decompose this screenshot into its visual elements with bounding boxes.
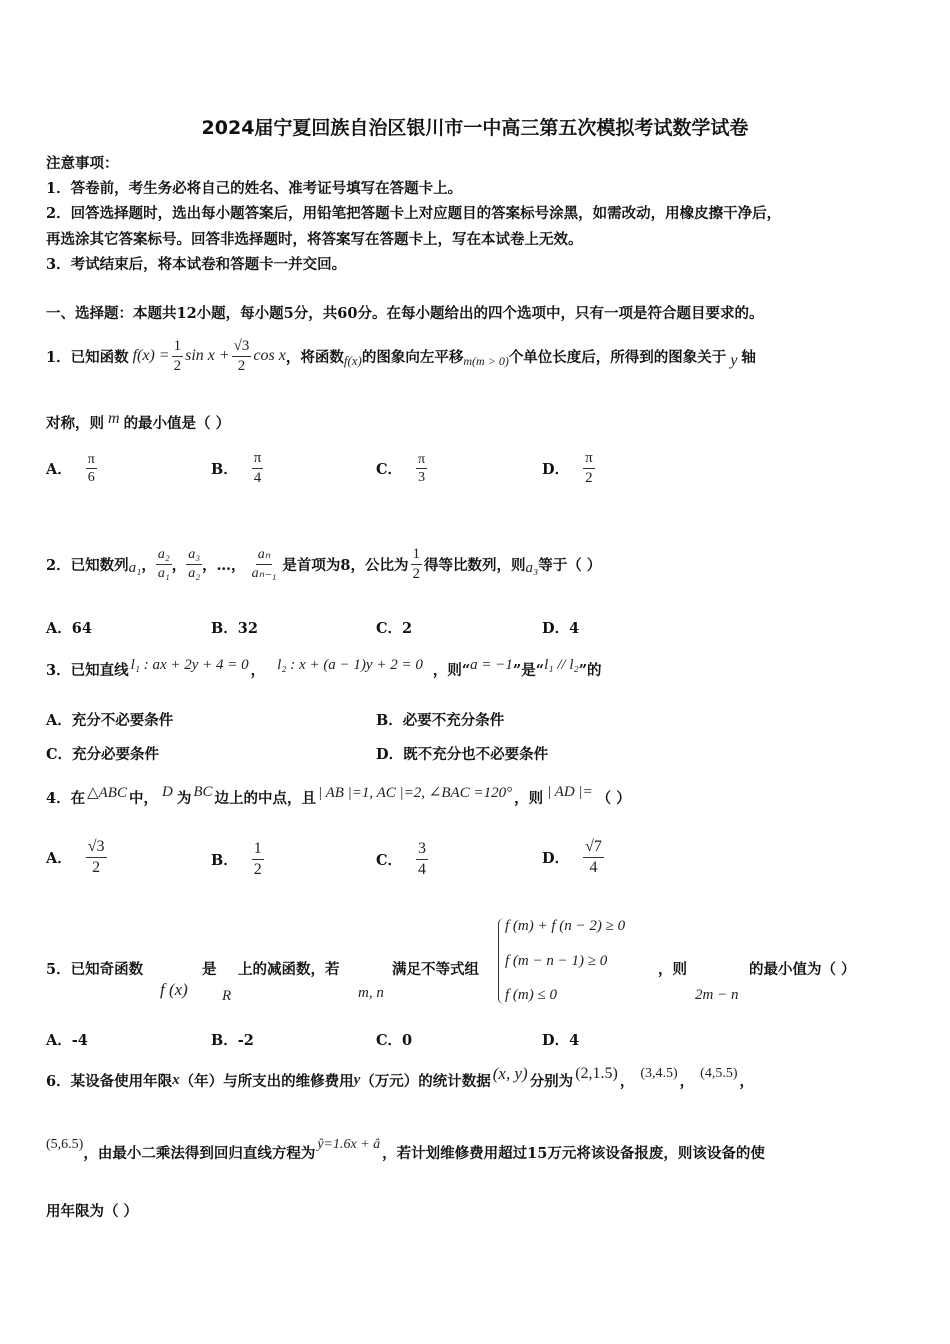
q3-text-4: ”的	[578, 661, 602, 679]
q2-text-4: 等于（ ）	[538, 556, 602, 574]
q2-dots: ，…，	[202, 556, 246, 574]
q3-condition: a = −1	[470, 656, 513, 673]
notes-heading: 注意事项：	[46, 155, 119, 172]
q4-option-a-label: A．	[46, 849, 72, 867]
q3-parallel: l₁ // l₂	[544, 656, 579, 673]
q4-option-d-value: $\frac{√7}{4}$	[585, 838, 602, 876]
q5-option-a[interactable]: A．-4	[46, 1032, 88, 1049]
q6-comma-3: ，	[739, 1072, 754, 1090]
q5-ineq-3: f (m) ≤ 0	[505, 987, 557, 1003]
notes-item-2a: 2．回答选择题时，选出每小题答案后，用铅笔把答题卡上对应题目的答案标号涂黑，如需改动，用橡皮擦干净后，	[46, 205, 782, 222]
q1-m: m(m > 0)	[463, 353, 509, 368]
q6-line-2	[46, 1134, 765, 1170]
q2-text-3: 得等比数列，则	[424, 556, 526, 574]
question-2	[46, 534, 601, 594]
q1-option-d[interactable]	[542, 450, 595, 486]
q3-line-l2: l₂ : x + (a − 1)y + 2 = 0	[277, 656, 423, 673]
q4-triangle: △ABC	[87, 784, 127, 801]
q2-frac-a2a1: $\frac{\text{a₂}}{\text{a₁}}$	[157, 547, 170, 581]
q3-line-l1: l₁ : ax + 2y + 4 = 0	[130, 656, 249, 673]
q5-ineq-1: f (m) + f (n − 2) ≥ 0	[505, 918, 626, 934]
q5-text-5: ，则	[658, 961, 687, 978]
q6-text-6: ，若计划维修费用超过15万元将该设备报废，则该设备的使	[382, 1144, 765, 1162]
q4-option-c-label: C．	[376, 851, 403, 869]
q3-option-c[interactable]: C．充分必要条件	[46, 746, 160, 763]
q6-point-4: (5,6.5)	[46, 1137, 84, 1152]
q3-option-a[interactable]: A．充分不必要条件	[46, 712, 174, 729]
q4-option-b-value: $\frac{1}{2}$	[253, 840, 262, 878]
q3-comma: ，	[250, 661, 266, 679]
q5-option-d[interactable]: D．4	[542, 1032, 580, 1049]
q5-text-4: 满足不等式组	[392, 961, 479, 978]
q4-option-b-label: B．	[211, 851, 238, 869]
q5-r: R	[222, 988, 232, 1004]
q4-condition: | AB |=1, AC |=2, ∠BAC =120°	[317, 784, 513, 801]
q4-text-4: 边上的中点，且	[214, 789, 316, 807]
q1-option-c[interactable]	[376, 452, 427, 486]
q6-point-3: (4,5.5)	[700, 1066, 738, 1081]
q1-fx: f(x) =	[132, 347, 170, 364]
q1-option-b[interactable]	[211, 450, 263, 486]
q4-option-b[interactable]	[211, 840, 264, 878]
q6-x: x	[172, 1071, 180, 1088]
q1-option-b-label: B．	[211, 460, 238, 478]
section-heading: 一、选择题：本题共12小题，每小题5分，共60分。在每小题给出的四个选项中，只有一项是符合题目要求的。	[46, 305, 764, 322]
q4-segment-bc: BC	[193, 783, 213, 800]
q1-text-3: 的图象向左平移	[361, 348, 464, 366]
q5-fx: f (x)	[160, 980, 188, 999]
q1-sin: sin x +	[185, 347, 230, 364]
q4-option-d-label: D．	[542, 849, 570, 867]
q5-option-c[interactable]: C．0	[376, 1032, 413, 1049]
q5-option-b[interactable]: B．-2	[211, 1032, 254, 1049]
q1-option-b-value: $\frac{\pi}{4}$	[253, 450, 262, 486]
q6-regression-eq: ŷ=1.6x + â	[317, 1137, 381, 1152]
q3-text-2: ，则“	[432, 661, 471, 679]
q6-comma-2: ，	[679, 1072, 695, 1090]
q6-number: 6．某设备使用年限	[46, 1072, 173, 1090]
q2-option-c[interactable]: C．2	[376, 620, 413, 637]
q2-option-d[interactable]: D．4	[542, 620, 580, 637]
q5-text-2: 是	[202, 961, 217, 978]
q6-line-3: 用年限为（ ）	[46, 1203, 139, 1220]
q4-text-3: 为	[176, 789, 192, 807]
q3-option-b[interactable]: B．必要不充分条件	[376, 712, 505, 729]
q6-text-4: 分别为	[529, 1072, 574, 1090]
q5-inequality-system	[498, 918, 625, 1004]
q4-text-6: （ ）	[596, 789, 631, 807]
q5-ineq-2: f (m − n − 1) ≥ 0	[505, 952, 608, 969]
q6-y: y	[353, 1071, 361, 1088]
q4-point-d: D	[161, 783, 173, 800]
q1-text-4: 个单位长度后，所得到的图象关于	[508, 348, 727, 366]
q3-option-d[interactable]: D．既不充分也不必要条件	[376, 746, 549, 763]
q1-option-a-value: $\frac{\pi}{6}$	[87, 452, 95, 486]
q4-ad: | AD |=	[547, 783, 593, 800]
q3-number: 3．已知直线	[46, 661, 129, 679]
question-6	[46, 1062, 754, 1098]
q1-option-c-value: $\frac{\pi}{3}$	[418, 452, 426, 486]
q1-option-d-label: D．	[542, 460, 570, 478]
notes-item-1: 1．答卷前，考生务必将自己的姓名、准考证号填写在答题卡上。	[46, 180, 463, 197]
q1-y: y	[730, 352, 738, 369]
question-4	[46, 780, 631, 814]
q1-fx2: f(x)	[343, 353, 362, 368]
q2-a3: a₃	[525, 559, 539, 576]
q5-text-1: 5．已知奇函数	[46, 961, 144, 978]
q6-comma-1: ，	[619, 1072, 635, 1090]
q2-frac-a3a2: $\frac{\text{a₃}}{\text{a₂}}$	[188, 547, 201, 581]
question-1	[46, 333, 756, 379]
question-3	[46, 652, 602, 686]
q6-point-1: (2,1.5)	[575, 1065, 618, 1082]
q1-text-5: 轴	[741, 348, 756, 366]
q4-option-c[interactable]	[376, 840, 428, 878]
q4-option-a[interactable]	[46, 838, 107, 876]
q3-text-3: ”是“	[512, 661, 545, 679]
q2-comma-2: ，	[171, 556, 187, 574]
page-title: 2024届宁夏回族自治区银川市一中高三第五次模拟考试数学试卷	[201, 117, 749, 139]
q6-text-2: （年）与所支出的维修费用	[179, 1072, 354, 1090]
q2-frac-half: $\frac{1}{2}$	[412, 546, 420, 582]
q6-text-5: ，由最小二乘法得到回归直线方程为	[83, 1144, 316, 1162]
q1-option-a[interactable]	[46, 452, 97, 486]
q1-frac-root3: $\frac{√3}{2}$	[233, 338, 250, 374]
q4-option-c-value: $\frac{3}{4}$	[418, 840, 427, 878]
q2-a1: a₁	[128, 559, 142, 576]
q6-text-3: （万元）的统计数据	[360, 1072, 491, 1090]
q1-line-2	[46, 412, 230, 433]
q5-text-3: 上的减函数，若	[238, 961, 340, 978]
q1-option-a-label: A．	[46, 461, 72, 479]
q2-text-2: 是首项为8，公比为	[282, 556, 409, 574]
q1-line2b: 的最小值是（ ）	[123, 415, 231, 432]
q2-number: 2．已知数列	[46, 556, 129, 574]
q2-frac-an: $\frac{\text{aₙ}}{\text{aₙ₋₁}}$	[251, 547, 277, 581]
q4-text-5: ，则	[514, 789, 544, 807]
q1-option-c-label: C．	[376, 461, 403, 479]
q2-comma-1: ，	[141, 556, 156, 574]
notes-item-2b: 再选涂其它答案标号。回答非选择题时，将答案写在答题卡上，写在本试卷上无效。	[46, 231, 583, 248]
q1-m2: m	[108, 410, 120, 427]
q1-line2a: 对称，则	[46, 415, 104, 432]
q1-frac-half: $\frac{1}{2}$	[173, 338, 182, 374]
q4-text-2: 中，	[128, 789, 158, 807]
q5-text-6: 的最小值为（ ）	[749, 961, 856, 978]
q5-mn: m, n	[358, 985, 384, 1001]
q6-point-2: (3,4.5)	[640, 1066, 678, 1081]
q1-cos: cos x	[253, 347, 286, 364]
q1-number: 1．已知函数	[46, 348, 129, 366]
q6-xy: (x, y)	[492, 1064, 528, 1083]
q2-option-a[interactable]: A．64	[46, 620, 92, 637]
q2-option-b[interactable]: B．32	[211, 620, 258, 637]
q4-option-a-value: $\frac{√3}{2}$	[87, 838, 105, 876]
q5-expr: 2m − n	[695, 987, 739, 1003]
q4-option-d[interactable]	[542, 838, 604, 876]
notes-item-3: 3．考试结束后，将本试卷和答题卡一并交回。	[46, 256, 347, 273]
q1-text-2: ，将函数	[285, 348, 344, 366]
q4-number: 4．在	[46, 789, 86, 807]
q1-option-d-value: $\frac{\pi}{2}$	[585, 450, 593, 486]
